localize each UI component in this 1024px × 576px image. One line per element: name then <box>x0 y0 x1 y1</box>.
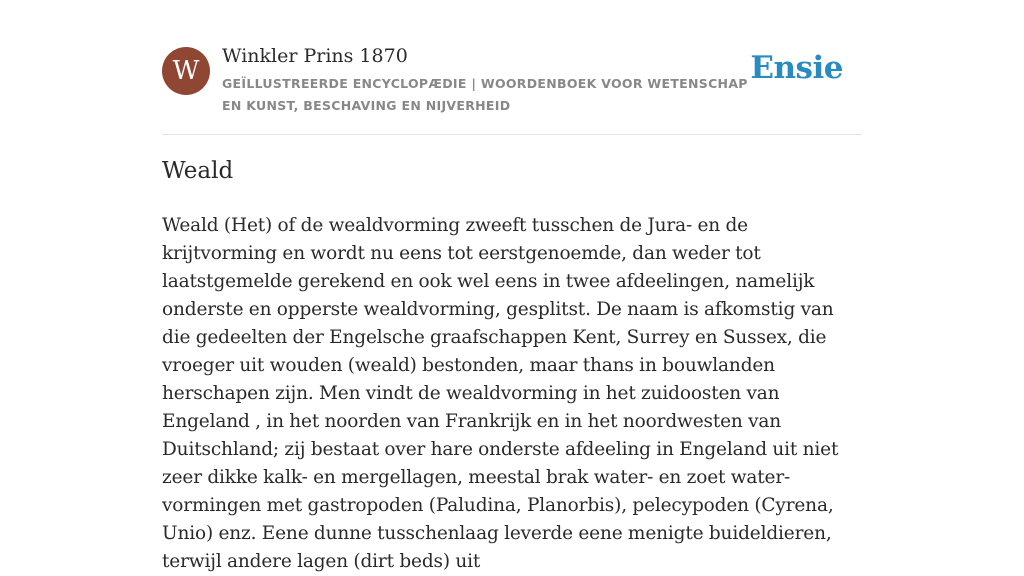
source-title[interactable]: Winkler Prins 1870 <box>222 45 408 67</box>
entry-body: Weald (Het) of de wealdvorming zweeft tusschen de Jura- en de krijtvorming en wordt nu eens tot eerstgenoemde, dan weder tot laatstgemelde gerekend en ook wel eens in twee afdeelingen, namelijk onderste en opperste wealdvorming, gesplitst. De naam is afkomstig van die gedeelten der Engelsche graafschappen Kent, Surrey en Sussex, die vroeger uit wouden (weald) bestonden, maar thans in bouwlanden herschapen zijn. Men vindt de wealdvorming in het zuidoosten van Engeland , in het noorden van Frankrijk en in het noordwesten van Duitschland; zij bestaat over hare onderste afdeeling in Engeland uit niet zeer dikke kalk- en mergellagen, meestal brak water- en zoet water-vormingen met gastropoden (Paludina, Planorbis), pelecypoden (Cyrena, Unio) enz. Eene dunne tusschenlaag leverde eene menigte buideldieren, terwijl andere lagen (dirt beds) uit <box>162 215 839 572</box>
page-container <box>162 0 862 572</box>
source-avatar[interactable]: W <box>162 47 210 95</box>
ensie-logo[interactable]: Ensie <box>750 50 843 86</box>
source-subtitle: GEÏLLUSTREERDE ENCYCLOPÆDIE | WOORDENBOEK VOOR WETENSCHAP EN KUNST, BESCHAVING EN NIJVERHEID <box>222 76 748 113</box>
source-header <box>162 0 862 135</box>
entry-title: Weald <box>162 158 234 184</box>
